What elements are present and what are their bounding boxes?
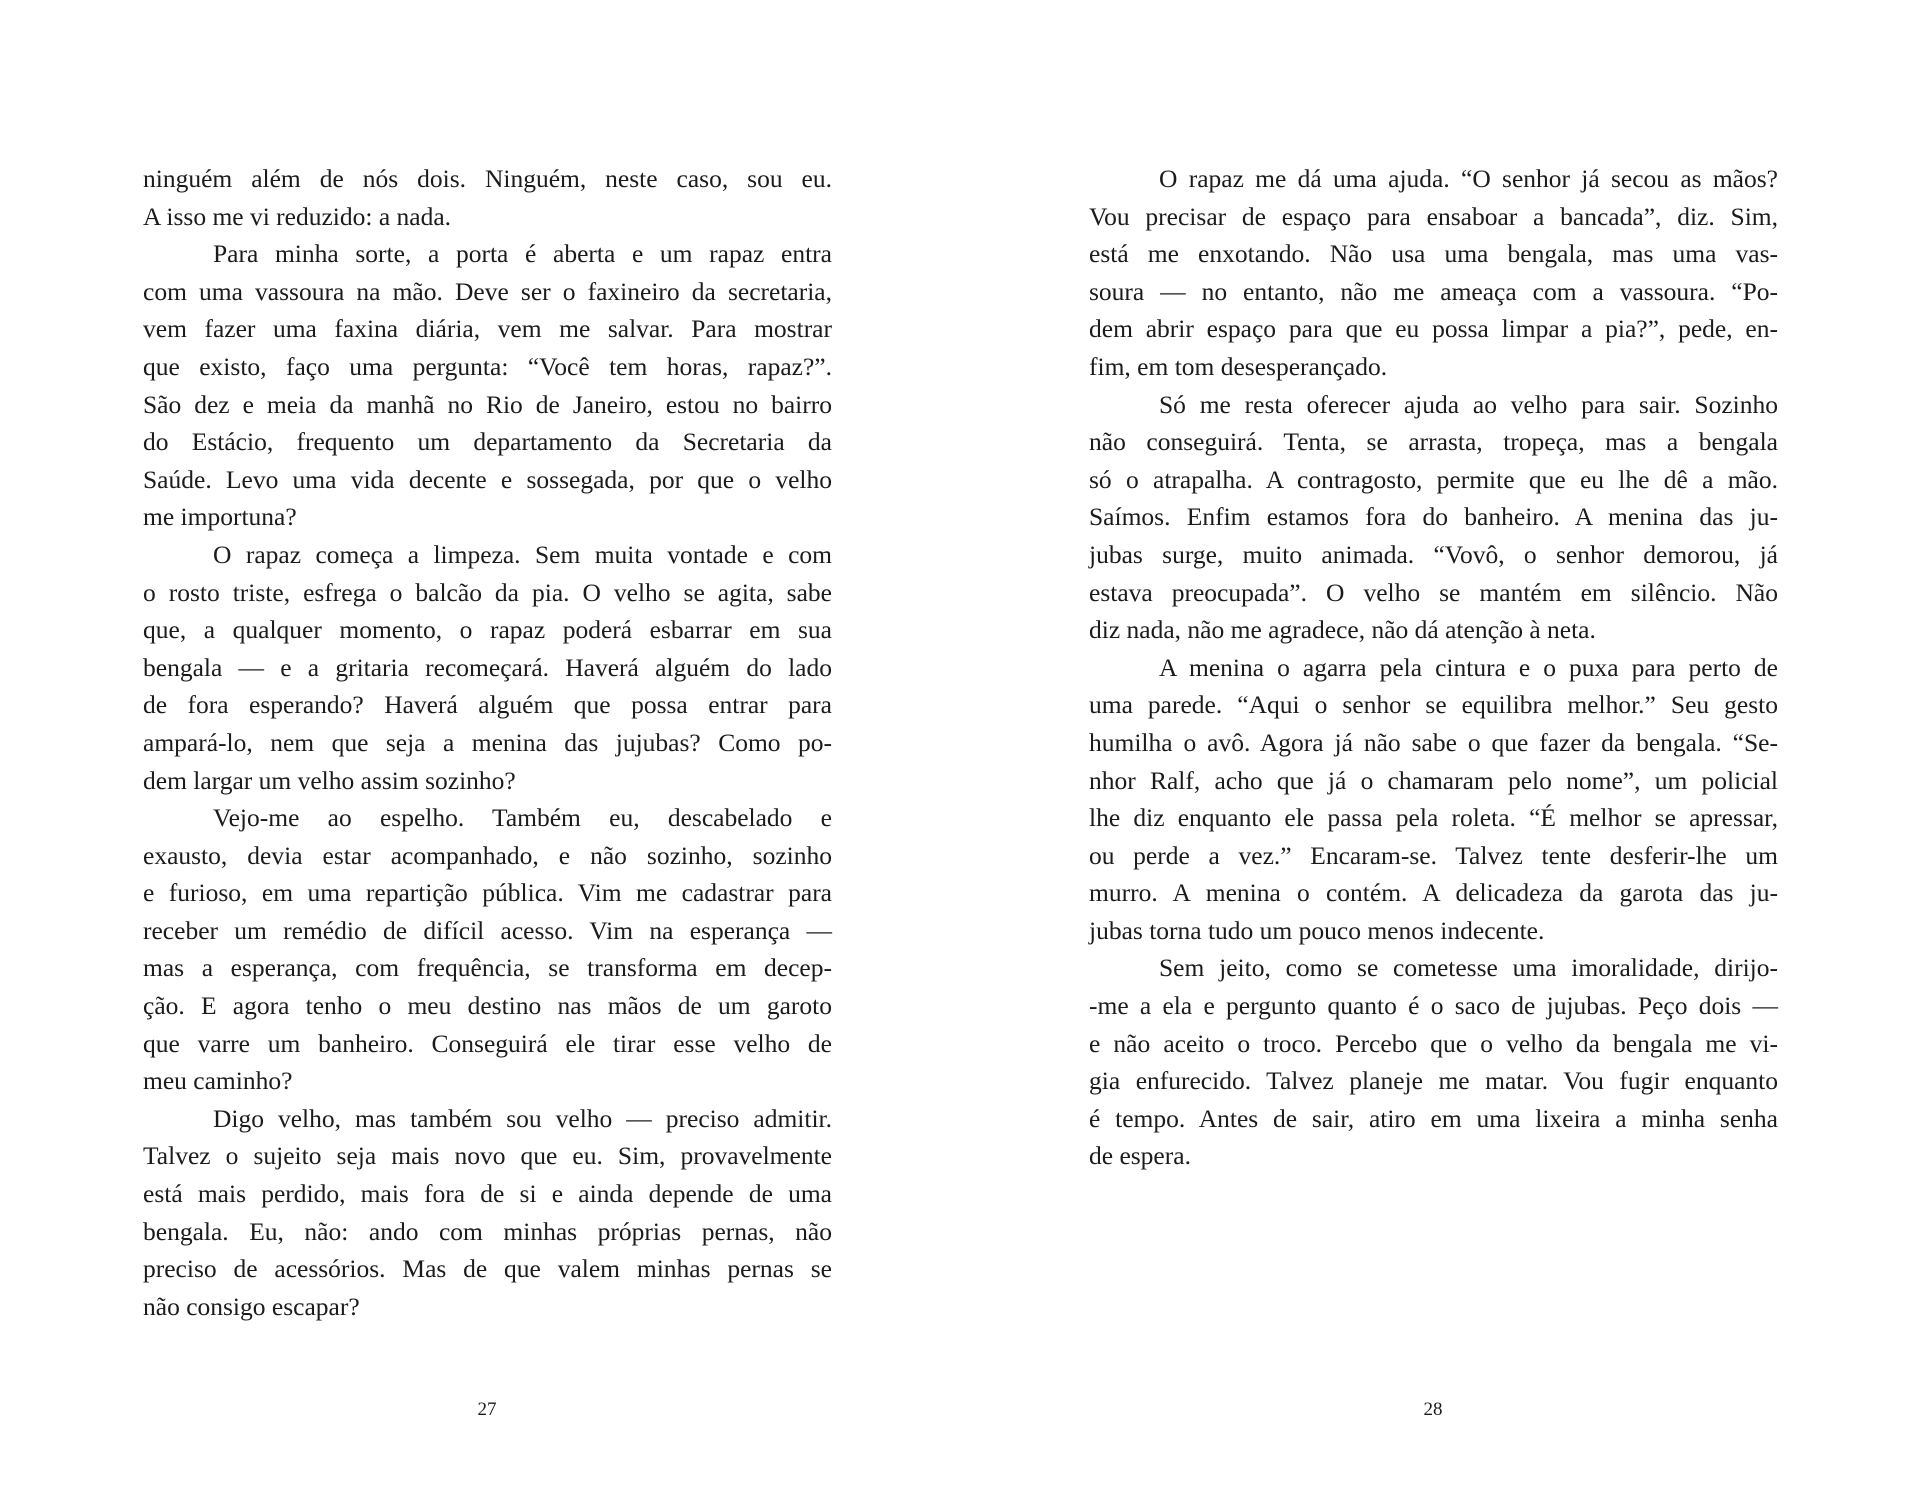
text-line: murro. A menina o contém. A delicadeza da garota das ju- bbox=[1089, 878, 1778, 908]
text-line: jubas surge, muito animada. “Vovô, o senhor demorou, já bbox=[1089, 539, 1778, 569]
paragraph-first-line: A menina o agarra pela cintura e o puxa para perto de bbox=[1159, 652, 1778, 682]
text-line: e furioso, em uma repartição pública. Vim me cadastrar para bbox=[143, 878, 832, 908]
text-line: receber um remédio de difícil acesso. Vim na esperança — bbox=[143, 915, 832, 945]
text-line: que existo, faço uma pergunta: “Você tem horas, rapaz?”. bbox=[143, 351, 832, 381]
text-line: está mais perdido, mais fora de si e ainda depende de uma bbox=[143, 1179, 832, 1209]
paragraph-first-line: Para minha sorte, a porta é aberta e um rapaz entra bbox=[213, 239, 832, 269]
text-line: meu caminho? bbox=[143, 1066, 293, 1096]
text-line: dem abrir espaço para que eu possa limpar a pia?”, pede, en- bbox=[1089, 314, 1778, 344]
text-line: que, a qualquer momento, o rapaz poderá esbarrar em sua bbox=[143, 615, 832, 645]
page-number: 28 bbox=[1423, 1399, 1443, 1420]
text-line: não consigo escapar? bbox=[143, 1291, 360, 1321]
text-line: ou perde a vez.” Encaram-se. Talvez tente desferir-lhe um bbox=[1089, 840, 1778, 870]
text-line: mas a esperança, com frequência, se transforma em decep- bbox=[143, 953, 832, 983]
paragraph-first-line: Só me resta oferecer ajuda ao velho para sair. Sozinho bbox=[1159, 389, 1778, 419]
text-line: dem largar um velho assim sozinho? bbox=[143, 765, 516, 795]
text-line: Vou precisar de espaço para ensaboar a bancada”, diz. Sim, bbox=[1089, 201, 1778, 231]
text-line: nhor Ralf, acho que já o chamaram pelo nome”, um policial bbox=[1089, 765, 1778, 795]
right-page bbox=[960, 0, 1920, 1493]
text-line: do Estácio, frequento um departamento da Secretaria da bbox=[143, 427, 832, 457]
text-line: Saúde. Levo uma vida decente e sossegada, por que o velho bbox=[143, 464, 832, 494]
text-line: Saímos. Enfim estamos fora do banheiro. A menina das ju- bbox=[1089, 502, 1778, 532]
paragraph-first-line: Sem jeito, como se cometesse uma imoralidade, dirijo- bbox=[1159, 953, 1778, 983]
page-number: 27 bbox=[477, 1399, 497, 1420]
text-line: com uma vassoura na mão. Deve ser o faxineiro da secretaria, bbox=[143, 276, 832, 306]
text-line: ção. E agora tenho o meu destino nas mãos de um garoto bbox=[143, 991, 832, 1021]
text-line: -me a ela e pergunto quanto é o saco de jujubas. Peço dois — bbox=[1089, 991, 1778, 1021]
text-line: A isso me vi reduzido: a nada. bbox=[143, 201, 452, 231]
text-line: jubas torna tudo um pouco menos indecente. bbox=[1089, 915, 1545, 945]
left-page-text-column bbox=[143, 160, 832, 1325]
text-line: gia enfurecido. Talvez planeje me matar. Vou fugir enquanto bbox=[1089, 1066, 1778, 1096]
text-line: não conseguirá. Tenta, se arrasta, tropeça, mas a bengala bbox=[1089, 427, 1778, 457]
text-line: humilha o avô. Agora já não sabe o que fazer da bengala. “Se- bbox=[1089, 727, 1778, 757]
text-line: lhe diz enquanto ele passa pela roleta. “É melhor se apressar, bbox=[1089, 803, 1778, 833]
text-line: e não aceito o troco. Percebo que o velho da bengala me vi- bbox=[1089, 1028, 1778, 1058]
text-line: vem fazer uma faxina diária, vem me salvar. Para mostrar bbox=[143, 314, 832, 344]
text-line: me importuna? bbox=[143, 502, 297, 532]
text-line: de espera. bbox=[1089, 1141, 1191, 1171]
paragraph-first-line: O rapaz começa a limpeza. Sem muita vontade e com bbox=[213, 539, 832, 569]
text-line: exausto, devia estar acompanhado, e não sozinho, sozinho bbox=[143, 840, 832, 870]
paragraph-first-line: Digo velho, mas também sou velho — preciso admitir. bbox=[213, 1103, 832, 1133]
text-line: soura — no entanto, não me ameaça com a vassoura. “Po- bbox=[1089, 276, 1778, 306]
right-page-text-column bbox=[1089, 160, 1778, 1175]
text-line: está me enxotando. Não usa uma bengala, mas uma vas- bbox=[1089, 239, 1778, 269]
text-line: uma parede. “Aqui o senhor se equilibra melhor.” Seu gesto bbox=[1089, 690, 1778, 720]
text-line: ninguém além de nós dois. Ninguém, neste caso, sou eu. bbox=[143, 164, 832, 193]
text-line: só o atrapalha. A contragosto, permite que eu lhe dê a mão. bbox=[1089, 464, 1778, 494]
text-line: São dez e meia da manhã no Rio de Janeiro, estou no bairro bbox=[143, 389, 832, 419]
paragraph-first-line: Vejo-me ao espelho. Também eu, descabelado e bbox=[213, 803, 832, 833]
text-line: diz nada, não me agradece, não dá atenção à neta. bbox=[1089, 615, 1596, 645]
text-line: Talvez o sujeito seja mais novo que eu. Sim, provavelmente bbox=[143, 1141, 832, 1171]
text-line: de fora esperando? Haverá alguém que possa entrar para bbox=[143, 690, 832, 720]
text-line: bengala — e a gritaria recomeçará. Haverá alguém do lado bbox=[143, 652, 832, 682]
text-line: o rosto triste, esfrega o balcão da pia. O velho se agita, sabe bbox=[143, 577, 832, 607]
paragraph-first-line: O rapaz me dá uma ajuda. “O senhor já secou as mãos? bbox=[1159, 164, 1778, 193]
text-line: ampará-lo, nem que seja a menina das jujubas? Como po- bbox=[143, 727, 832, 757]
text-line: bengala. Eu, não: ando com minhas próprias pernas, não bbox=[143, 1216, 832, 1246]
text-line: fim, em tom desesperançado. bbox=[1089, 351, 1388, 381]
text-line: é tempo. Antes de sair, atiro em uma lixeira a minha senha bbox=[1089, 1103, 1778, 1133]
text-line: estava preocupada”. O velho se mantém em silêncio. Não bbox=[1089, 577, 1778, 607]
text-line: que varre um banheiro. Conseguirá ele tirar esse velho de bbox=[143, 1028, 832, 1058]
text-line: preciso de acessórios. Mas de que valem minhas pernas se bbox=[143, 1254, 832, 1284]
